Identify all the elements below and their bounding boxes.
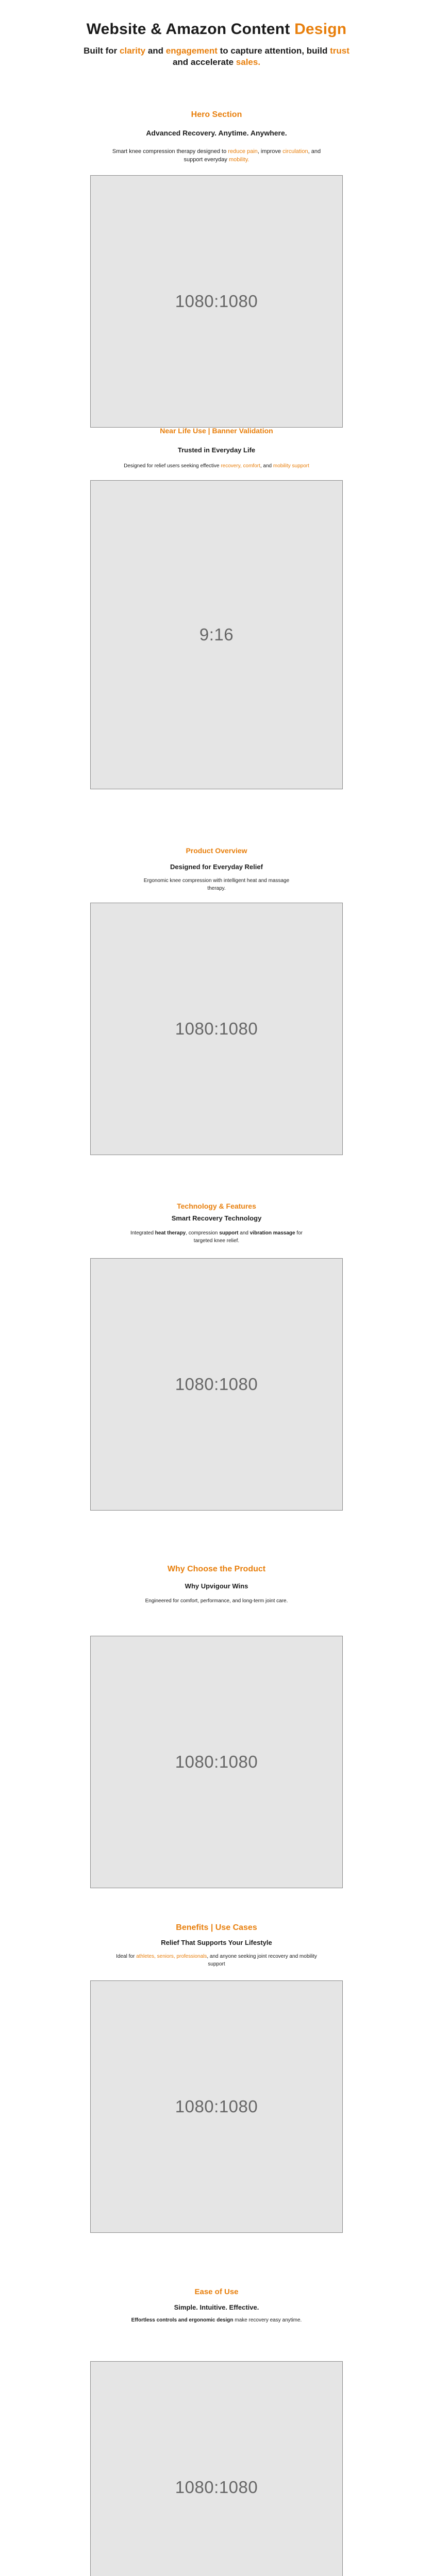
subtitle-highlight: trust (330, 46, 349, 56)
section-real-life-use (0, 422, 433, 842)
desc-text: , and support everyday (184, 148, 321, 163)
section-product-overview (0, 842, 433, 1198)
desc-highlight: reduce pain (228, 148, 258, 155)
desc-bold: Effortless controls and ergonomic design (131, 2317, 234, 2323)
image-placeholder (90, 1258, 343, 1511)
section-heading: Smart Recovery Technology (171, 1214, 262, 1222)
placeholder-label: 1080:1080 (175, 2478, 258, 2497)
title-highlight: Design (294, 21, 347, 38)
subtitle-highlight: sales. (236, 57, 261, 67)
section-technology-features (0, 1198, 433, 1553)
desc-highlight: mobility. (228, 157, 249, 163)
desc-text: Smart knee compression therapy designed to (112, 148, 228, 155)
desc-text: Ideal for (116, 1954, 137, 1959)
section-heading: Trusted in Everyday Life (177, 446, 256, 454)
section-title: Near Life Use | Banner Validation (160, 427, 273, 435)
section-title: Why Choose the Product (167, 1565, 266, 1573)
placeholder-label: 1080:1080 (175, 1752, 258, 1771)
desc-bold: support (219, 1230, 239, 1236)
desc-text: for targeted knee relief. (193, 1230, 303, 1244)
desc-text: Designed for relief users seeking effective (124, 463, 221, 469)
page-header (0, 0, 433, 67)
section-heading: Advanced Recovery. Anytime. Anywhere. (146, 129, 287, 137)
section-description (113, 1953, 320, 1968)
desc-highlight: circulation (282, 148, 308, 155)
title-part: Website & Amazon Content (86, 21, 295, 38)
desc-highlight: mobility support (273, 463, 309, 469)
subtitle-part: Built for (84, 46, 120, 56)
section-ease-of-use (0, 2277, 433, 2576)
placeholder-label: 1080:1080 (175, 1375, 258, 1394)
desc-highlight: athletes, seniors, professionals (136, 1954, 207, 1959)
desc-bold: vibration massage (249, 1230, 295, 1236)
section-description (129, 1229, 304, 1245)
placeholder-label: 1080:1080 (175, 292, 258, 311)
placeholder-label: 1080:1080 (175, 2097, 258, 2116)
section-benefits (0, 1914, 433, 2277)
desc-text: Integrated (130, 1230, 155, 1236)
desc-text: make recovery easy anytime. (233, 2317, 302, 2323)
placeholder-label: 9:16 (199, 625, 234, 644)
section-description (108, 1597, 325, 1605)
desc-text: , and anyone seeking joint recovery and mobility support (207, 1954, 317, 1967)
image-placeholder (90, 2361, 343, 2576)
section-description (119, 462, 314, 470)
desc-text: and (238, 1230, 250, 1236)
image-placeholder (90, 1980, 343, 2233)
section-heading: Designed for Everyday Relief (170, 863, 263, 871)
subtitle-part: to capture attention, build (217, 46, 330, 56)
section-description (108, 147, 325, 164)
subtitle-highlight: clarity (120, 46, 146, 56)
section-title: Benefits | Use Cases (176, 1923, 257, 1932)
desc-bold: heat therapy (155, 1230, 186, 1236)
subtitle-highlight: engagement (165, 46, 218, 56)
placeholder-label: 1080:1080 (175, 1019, 258, 1038)
section-title: Ease of Use (194, 2287, 239, 2296)
desc-text: Ergonomic knee compression with intelligent heat and massage therapy. (143, 878, 290, 891)
desc-text: Engineered for comfort, performance, and long-term joint care. (145, 1598, 288, 1604)
section-title: Technology & Features (177, 1202, 256, 1210)
desc-text: , and (260, 463, 273, 469)
page-title (0, 21, 433, 38)
section-description (98, 2316, 335, 2324)
section-heading: Why Upvigour Wins (185, 1582, 248, 1590)
section-title: Hero Section (191, 110, 242, 119)
section-title: Product Overview (186, 846, 247, 855)
section-heading: Relief That Supports Your Lifestyle (161, 1939, 272, 1946)
section-why-choose (0, 1553, 433, 1914)
desc-text: , compression (186, 1230, 220, 1236)
section-hero (0, 62, 433, 422)
image-placeholder (90, 480, 343, 789)
section-heading: Simple. Intuitive. Effective. (174, 2303, 259, 2311)
subtitle-part: and (145, 46, 166, 56)
subtitle-part: and accelerate (172, 57, 236, 67)
section-description (139, 877, 294, 892)
desc-highlight: recovery, comfort (221, 463, 260, 469)
image-placeholder (90, 903, 343, 1155)
desc-text: , improve (257, 148, 283, 155)
image-placeholder (90, 1636, 343, 1888)
image-placeholder (90, 175, 343, 428)
